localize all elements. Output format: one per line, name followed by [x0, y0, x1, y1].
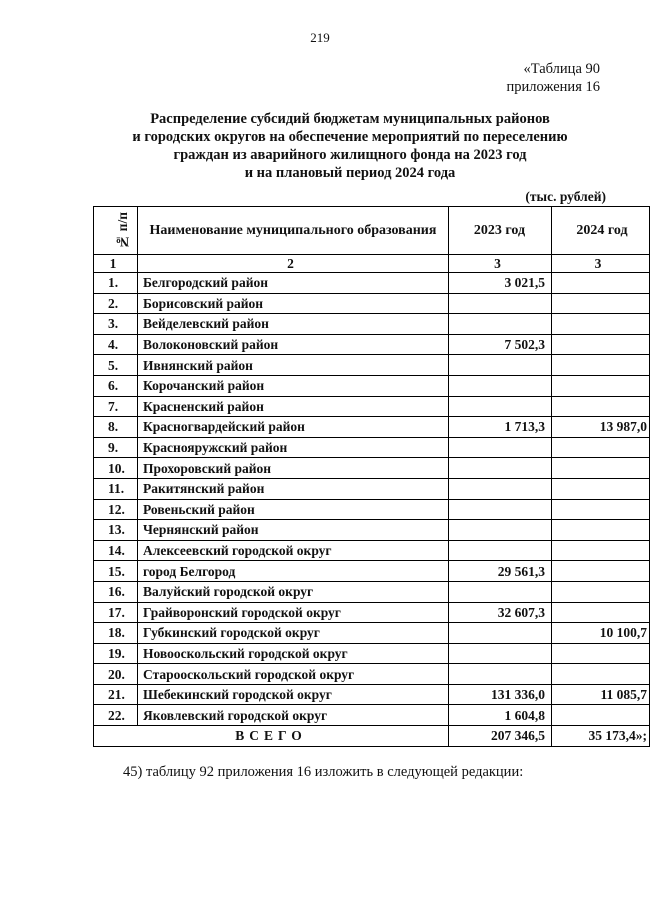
municipality-name: Алексеевский городской округ: [138, 540, 449, 561]
municipality-name: Чернянский район: [138, 520, 449, 541]
value-2024: [552, 375, 650, 396]
table-row: [94, 396, 650, 417]
table-row: [94, 561, 650, 582]
value-2024: [552, 540, 650, 561]
header-2023: 2023 год: [449, 207, 552, 255]
table-reference: [440, 60, 600, 96]
total-label: ВСЕГО: [94, 726, 449, 747]
value-2023: [449, 314, 552, 335]
value-2023: [449, 623, 552, 644]
table-row: [94, 664, 650, 685]
table-row: [94, 478, 650, 499]
table-reference-line-2: приложения 16: [506, 79, 600, 95]
table-row: [94, 437, 650, 458]
value-2023: [449, 293, 552, 314]
column-number: 1: [94, 255, 138, 273]
value-2024: [552, 478, 650, 499]
value-2023: 1 713,3: [449, 417, 552, 438]
value-2023: [449, 478, 552, 499]
table-row: [94, 684, 650, 705]
table-row: [94, 581, 650, 602]
value-2023: 7 502,3: [449, 334, 552, 355]
value-2023: [449, 437, 552, 458]
value-2023: [449, 375, 552, 396]
table-row: [94, 602, 650, 623]
value-2024: [552, 314, 650, 335]
value-2023: [449, 540, 552, 561]
table-row: [94, 417, 650, 438]
total-2024: 35 173,4»;: [552, 726, 650, 747]
table-row: [94, 314, 650, 335]
table-row: [94, 293, 650, 314]
table-row: [94, 520, 650, 541]
table-row: [94, 458, 650, 479]
value-2023: 32 607,3: [449, 602, 552, 623]
value-2023: 3 021,5: [449, 273, 552, 294]
value-2024: [552, 499, 650, 520]
title-line-3: граждан из аварийного жилищного фонда на 2023 год: [173, 147, 527, 163]
column-number: 3: [552, 255, 650, 273]
value-2024: [552, 602, 650, 623]
value-2023: [449, 581, 552, 602]
column-number: 2: [138, 255, 449, 273]
total-row: [94, 726, 650, 747]
row-number: 8.: [94, 417, 138, 438]
value-2024: 11 085,7: [552, 684, 650, 705]
value-2024: [552, 581, 650, 602]
municipality-name: Валуйский городской округ: [138, 581, 449, 602]
row-number: 13.: [94, 520, 138, 541]
row-number: 14.: [94, 540, 138, 561]
row-number: 18.: [94, 623, 138, 644]
header-2024: 2024 год: [552, 207, 650, 255]
value-2024: [552, 396, 650, 417]
municipality-name: Краснояружский район: [138, 437, 449, 458]
value-2023: [449, 643, 552, 664]
header-name: Наименование муниципального образования: [138, 207, 449, 255]
title-line-1: Распределение субсидий бюджетам муниципальных районов: [150, 111, 550, 127]
row-number: 12.: [94, 499, 138, 520]
value-2024: 13 987,0: [552, 417, 650, 438]
row-number: 9.: [94, 437, 138, 458]
row-number: 15.: [94, 561, 138, 582]
municipality-name: Корочанский район: [138, 375, 449, 396]
units-label: (тыс. рублей): [525, 189, 606, 204]
row-number: 19.: [94, 643, 138, 664]
municipality-name: Ровеньский район: [138, 499, 449, 520]
municipality-name: Старооскольский городской округ: [138, 664, 449, 685]
table-row: [94, 334, 650, 355]
row-number: 22.: [94, 705, 138, 726]
row-number: 11.: [94, 478, 138, 499]
municipality-name: Грайворонский городской округ: [138, 602, 449, 623]
value-2024: [552, 355, 650, 376]
row-number: 4.: [94, 334, 138, 355]
row-number: 21.: [94, 684, 138, 705]
value-2023: [449, 396, 552, 417]
row-number: 5.: [94, 355, 138, 376]
value-2024: [552, 293, 650, 314]
table-row: [94, 499, 650, 520]
value-2023: 29 561,3: [449, 561, 552, 582]
value-2024: [552, 643, 650, 664]
municipality-name: Красногвардейский район: [138, 417, 449, 438]
table-reference-line-1: «Таблица 90: [523, 61, 600, 77]
municipality-name: город Белгород: [138, 561, 449, 582]
table-row: [94, 273, 650, 294]
municipality-name: Волоконовский район: [138, 334, 449, 355]
document-title: [60, 110, 640, 182]
municipality-name: Ивнянский район: [138, 355, 449, 376]
value-2023: 131 336,0: [449, 684, 552, 705]
title-line-2: и городских округов на обеспечение мероприятий по переселению: [132, 129, 568, 145]
row-number: 7.: [94, 396, 138, 417]
value-2023: [449, 664, 552, 685]
table-row: [94, 375, 650, 396]
row-number: 16.: [94, 581, 138, 602]
value-2023: [449, 499, 552, 520]
table-row: [94, 540, 650, 561]
municipality-name: Шебекинский городской округ: [138, 684, 449, 705]
value-2024: [552, 664, 650, 685]
table-row: [94, 705, 650, 726]
subsidy-table: [93, 206, 650, 747]
municipality-name: Ракитянский район: [138, 478, 449, 499]
header-number: № п/п: [94, 207, 138, 255]
municipality-name: Вейделевский район: [138, 314, 449, 335]
row-number: 3.: [94, 314, 138, 335]
row-number: 20.: [94, 664, 138, 685]
municipality-name: Белгородский район: [138, 273, 449, 294]
table-row: [94, 643, 650, 664]
column-numbers-row: [94, 255, 650, 273]
municipality-name: Яковлевский городской округ: [138, 705, 449, 726]
table-row: [94, 355, 650, 376]
row-number: 1.: [94, 273, 138, 294]
value-2024: [552, 273, 650, 294]
value-2024: [552, 458, 650, 479]
row-number: 2.: [94, 293, 138, 314]
value-2023: [449, 520, 552, 541]
municipality-name: Красненский район: [138, 396, 449, 417]
page-number: 219: [310, 30, 330, 45]
value-2023: 1 604,8: [449, 705, 552, 726]
row-number: 17.: [94, 602, 138, 623]
row-number: 6.: [94, 375, 138, 396]
table-row: [94, 623, 650, 644]
amendment-note: 45) таблицу 92 приложения 16 изложить в следующей редакции:: [123, 764, 524, 780]
municipality-name: Новооскольский городской округ: [138, 643, 449, 664]
value-2024: [552, 520, 650, 541]
municipality-name: Губкинский городской округ: [138, 623, 449, 644]
value-2024: [552, 705, 650, 726]
column-number: 3: [449, 255, 552, 273]
municipality-name: Борисовский район: [138, 293, 449, 314]
value-2023: [449, 355, 552, 376]
title-line-4: и на плановый период 2024 года: [244, 165, 456, 181]
table-header-row: [94, 207, 650, 255]
value-2024: [552, 561, 650, 582]
municipality-name: Прохоровский район: [138, 458, 449, 479]
row-number: 10.: [94, 458, 138, 479]
value-2023: [449, 458, 552, 479]
value-2024: [552, 437, 650, 458]
value-2024: 10 100,7: [552, 623, 650, 644]
value-2024: [552, 334, 650, 355]
total-2023: 207 346,5: [449, 726, 552, 747]
